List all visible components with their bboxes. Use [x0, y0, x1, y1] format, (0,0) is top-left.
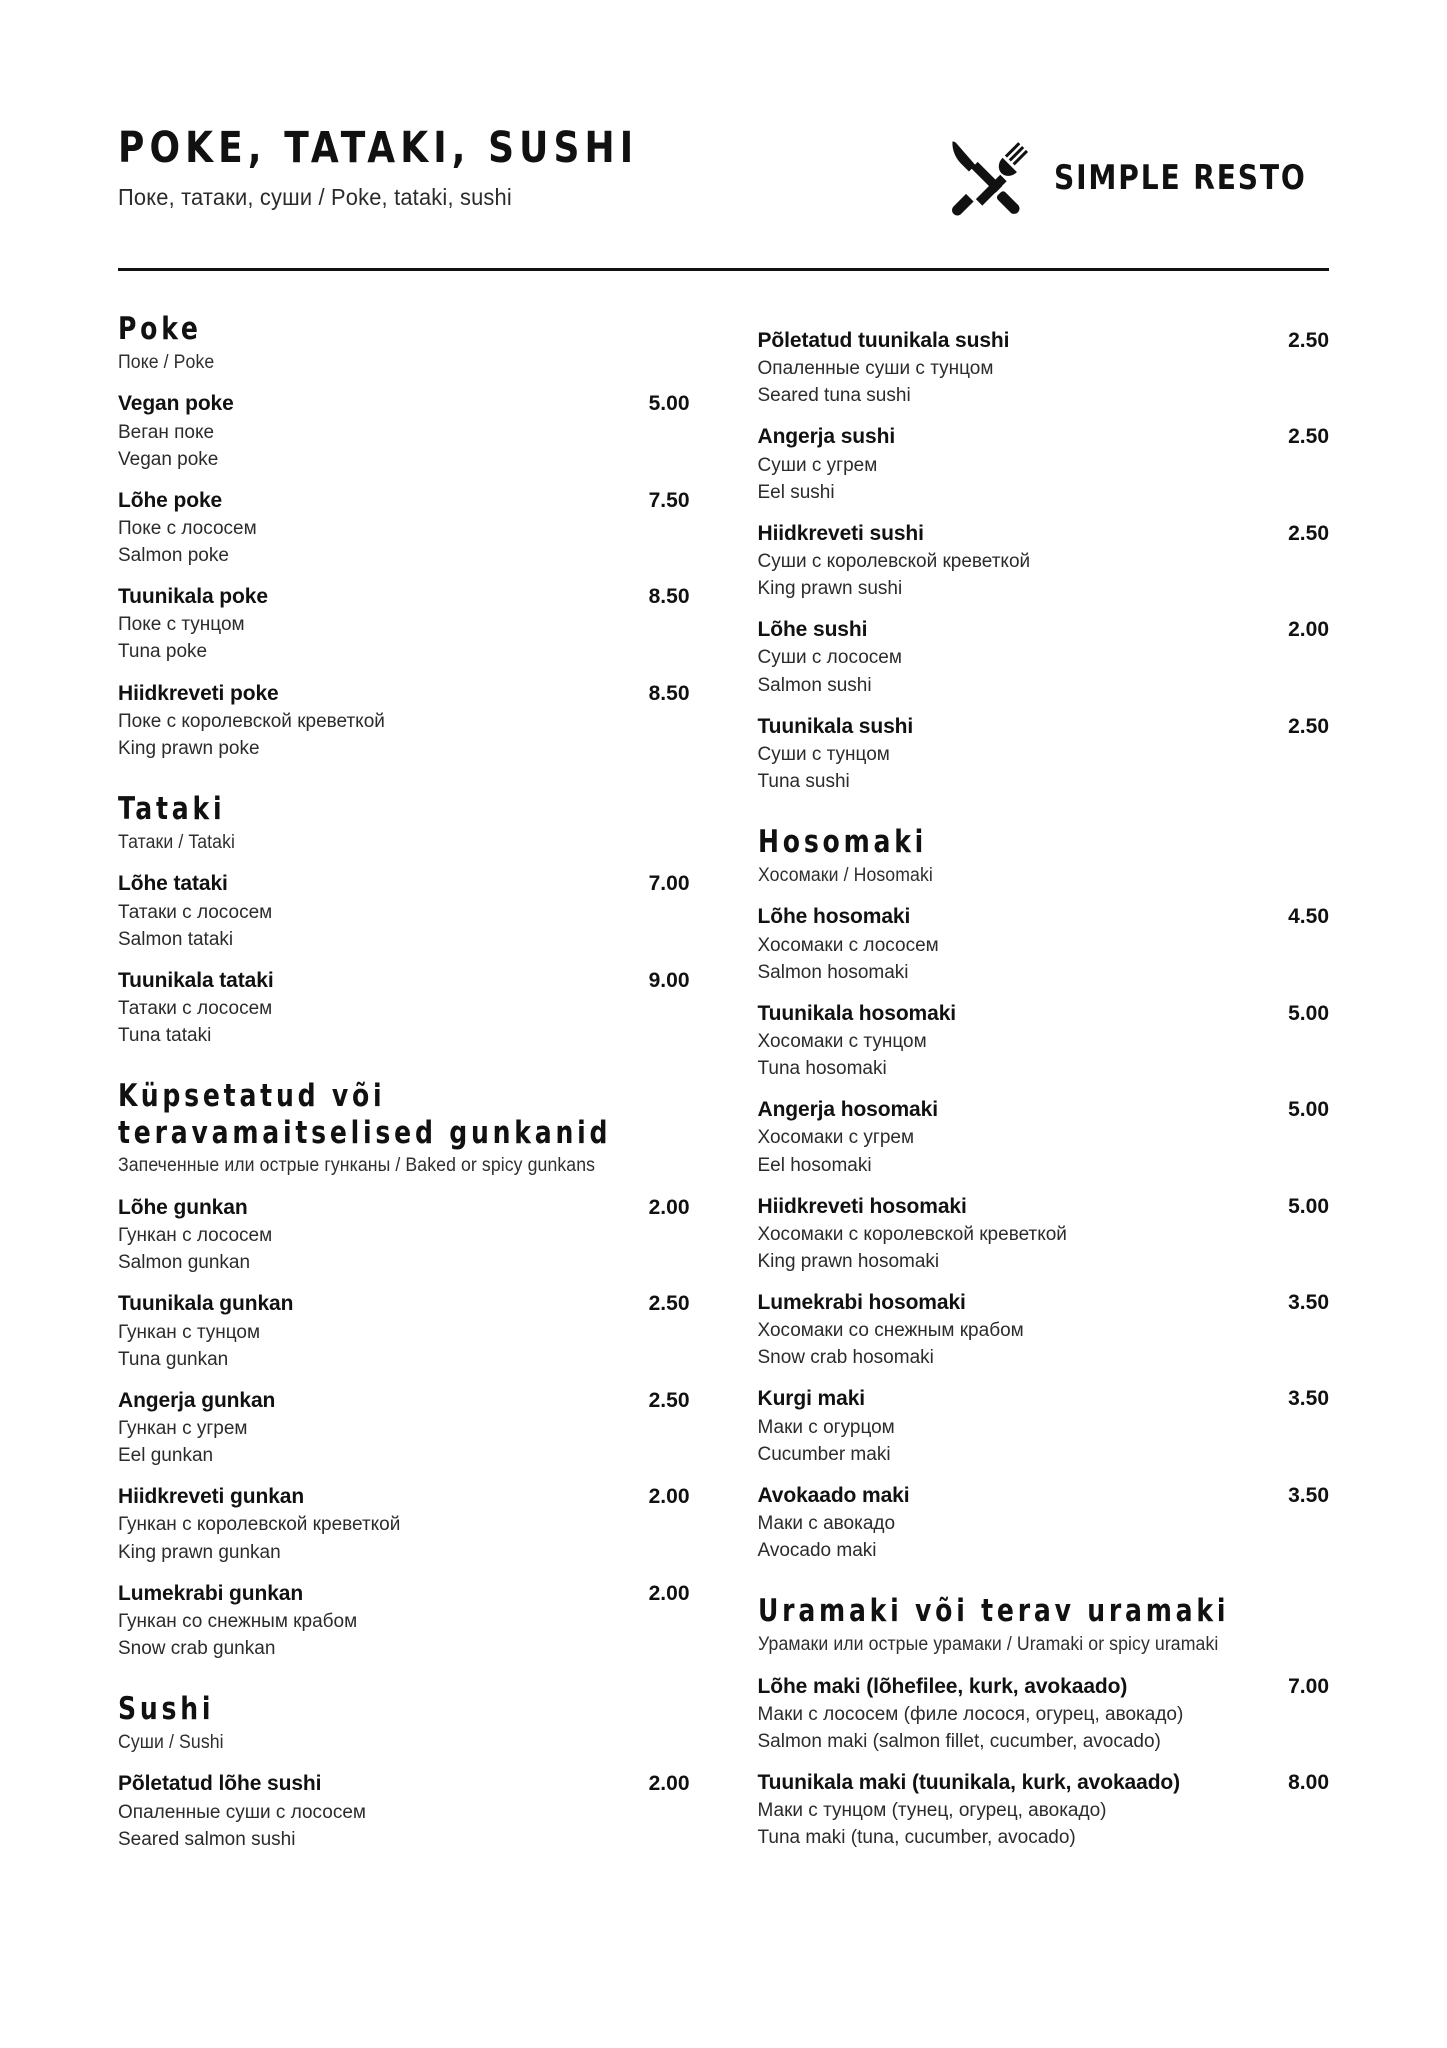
section-subtitle: Урамаки или острые урамаки / Uramaki or spicy uramaki: [757, 1633, 1218, 1655]
menu-item-price: 3.50: [1288, 1387, 1329, 1411]
menu-item-price: 5.00: [1288, 1194, 1329, 1218]
menu-item-description-en: Seared tuna sushi: [757, 385, 911, 407]
menu-item-description-en: Seared salmon sushi: [118, 1828, 296, 1850]
menu-item-list: [118, 391, 690, 761]
menu-item-head: [758, 1097, 1330, 1123]
menu-item-name: Põletatud lõhe sushi: [118, 1772, 322, 1796]
menu-item-price: 9.00: [648, 968, 690, 992]
menu-item-head: [118, 391, 690, 417]
section-subtitle: Запеченные или острые гунканы / Baked or spicy gunkans: [118, 1155, 596, 1177]
menu-item-price: 2.00: [648, 1772, 690, 1796]
menu-item-description-ru: Хосомаки с угрем: [757, 1127, 915, 1149]
page-header: [118, 118, 1329, 224]
menu-item: [758, 1001, 1330, 1081]
menu-item-description-en: King prawn gunkan: [118, 1541, 281, 1563]
menu-item: [758, 714, 1330, 794]
menu-item-description-ru: Веган поке: [118, 421, 215, 443]
menu-item: [758, 521, 1330, 601]
menu-item-description-en: Salmon maki (salmon fillet, cucumber, avocado): [757, 1730, 1161, 1752]
menu-item-head: [758, 1001, 1330, 1027]
menu-item-name: Vegan poke: [118, 392, 234, 416]
menu-item-description-en: Salmon poke: [118, 545, 229, 567]
menu-item-price: 5.00: [648, 392, 690, 416]
menu-item-price: 7.00: [648, 872, 690, 896]
menu-item-description-ru: Поке с лососем: [118, 517, 257, 539]
menu-item: [118, 1771, 690, 1851]
section-title: Uramaki või terav uramaki: [757, 1593, 1229, 1630]
menu-item-description-en: King prawn hosomaki: [757, 1250, 940, 1272]
menu-item: [758, 1097, 1330, 1177]
menu-item: [758, 1483, 1330, 1563]
menu-item: [118, 1291, 690, 1371]
menu-item-head: [758, 904, 1330, 930]
menu-section: [758, 824, 1330, 1563]
menu-item-description-en: Avocado maki: [757, 1540, 877, 1562]
menu-item-description-ru: Маки с тунцом (тунец, огурец, авокадо): [757, 1800, 1107, 1822]
menu-item-head: [118, 1581, 690, 1607]
menu-item-head: [118, 1195, 690, 1221]
menu-item: [118, 1195, 690, 1275]
menu-item-list: [758, 1674, 1330, 1851]
menu-item-name: Angerja hosomaki: [757, 1098, 938, 1122]
menu-section: [118, 1691, 690, 1852]
menu-item-head: [118, 488, 690, 514]
menu-item-price: 8.50: [648, 585, 690, 609]
menu-item-name: Tuunikala tataki: [118, 968, 274, 992]
menu-item-description-ru: Гункан со снежным крабом: [118, 1610, 358, 1632]
menu-item-description-ru: Хосомаки со снежным крабом: [757, 1320, 1024, 1342]
menu-item-head: [758, 714, 1330, 740]
menu-item-name: Angerja gunkan: [118, 1388, 276, 1412]
menu-item-description-ru: Маки с авокадо: [757, 1513, 896, 1535]
menu-item-name: Angerja sushi: [757, 425, 896, 449]
section-title: Poke: [118, 311, 202, 347]
menu-item-head: [758, 424, 1330, 450]
menu-item-description-ru: Гункан с королевской креветкой: [118, 1514, 401, 1536]
menu-item-description-ru: Хосомаки с лососем: [757, 934, 939, 956]
menu-item-name: Tuunikala sushi: [757, 714, 914, 738]
menu-item-list: [118, 1771, 690, 1851]
menu-section: [118, 311, 690, 761]
menu-item-head: [758, 1674, 1330, 1700]
menu-item-description-en: King prawn sushi: [757, 578, 903, 600]
section-title: Sushi: [118, 1691, 215, 1728]
menu-item: [118, 1388, 690, 1468]
menu-item: [118, 584, 690, 664]
menu-item-description-en: Eel sushi: [757, 481, 835, 503]
menu-item-price: 2.00: [648, 1196, 690, 1219]
menu-item: [118, 968, 690, 1048]
menu-item-name: Lõhe gunkan: [118, 1196, 248, 1219]
menu-item-description-ru: Хосомаки с королевской креветкой: [757, 1223, 1067, 1245]
menu-item: [758, 1386, 1330, 1466]
menu-item-name: Hiidkreveti sushi: [757, 521, 924, 545]
menu-item-price: 8.50: [648, 681, 690, 705]
menu-section: [758, 328, 1330, 794]
right-column: [758, 311, 1330, 1868]
menu-item: [118, 871, 690, 951]
menu-item-description-ru: Татаки с лососем: [118, 997, 273, 1019]
menu-item: [118, 391, 690, 471]
menu-item-head: [118, 1388, 690, 1414]
header-divider: [118, 268, 1329, 271]
menu-item-description-en: Salmon sushi: [757, 674, 872, 696]
page-subtitle: Поке, татаки, суши / Poke, tataki, sushi: [118, 184, 512, 211]
page-title: POKE, TATAKI, SUSHI: [118, 123, 639, 173]
menu-item-price: 2.50: [648, 1388, 690, 1412]
menu-item-head: [758, 1386, 1330, 1412]
menu-item-description-en: Tuna poke: [118, 641, 208, 663]
menu-item-description-en: Cucumber maki: [757, 1443, 891, 1465]
menu-item: [758, 424, 1330, 504]
menu-item-name: Tuunikala poke: [118, 585, 268, 609]
menu-item-description-ru: Суши с тунцом: [757, 743, 890, 765]
menu-item-description-ru: Суши с угрем: [757, 454, 878, 476]
menu-item-head: [118, 871, 690, 897]
menu-item-price: 2.00: [648, 1485, 690, 1509]
menu-item-description-ru: Суши с королевской креветкой: [757, 551, 1031, 573]
menu-item-head: [758, 1290, 1330, 1316]
menu-item: [758, 1674, 1330, 1754]
menu-item-name: Lõhe tataki: [118, 872, 228, 896]
menu-item-description-ru: Опаленные суши с лососем: [118, 1801, 366, 1823]
menu-item-description-en: Eel gunkan: [118, 1445, 214, 1467]
menu-section: [758, 1593, 1330, 1850]
menu-item-name: Hiidkreveti hosomaki: [757, 1194, 967, 1218]
menu-item-name: Lõhe poke: [118, 488, 223, 512]
menu-item-head: [758, 1194, 1330, 1220]
menu-item-head: [758, 328, 1330, 354]
menu-item: [758, 1770, 1330, 1850]
menu-item-price: 3.50: [1288, 1483, 1329, 1507]
section-title: Küpsetatud või teravamaitselised gunkanid: [118, 1078, 612, 1151]
menu-item-description-ru: Суши с лососем: [757, 647, 902, 669]
menu-item-description-en: Vegan poke: [118, 448, 219, 470]
section-subtitle: Хосомаки / Hosomaki: [757, 864, 933, 886]
left-column: [118, 311, 690, 1868]
menu-item-price: 5.00: [1288, 1098, 1329, 1122]
menu-item-head: [758, 617, 1330, 643]
menu-item-price: 3.50: [1288, 1290, 1329, 1314]
menu-item-name: Avokaado maki: [757, 1483, 910, 1507]
menu-item-description-ru: Гункан с лососем: [118, 1225, 273, 1247]
menu-item-price: 7.50: [648, 488, 690, 512]
menu-item-price: 2.50: [648, 1292, 690, 1316]
menu-item-name: Lumekrabi hosomaki: [757, 1290, 966, 1314]
menu-item-description-en: Salmon tataki: [118, 928, 234, 950]
menu-item-price: 2.00: [1288, 618, 1329, 642]
menu-item-price: 7.00: [1288, 1674, 1329, 1698]
menu-item-description-en: Snow crab hosomaki: [757, 1347, 934, 1369]
menu-item-description-en: Tuna gunkan: [118, 1348, 229, 1370]
menu-item-description-ru: Хосомаки с тунцом: [757, 1031, 927, 1053]
menu-item: [758, 617, 1330, 697]
menu-item-head: [118, 1771, 690, 1797]
menu-item-description-en: Tuna maki (tuna, cucumber, avocado): [757, 1827, 1076, 1849]
menu-item-name: Tuunikala hosomaki: [757, 1001, 957, 1025]
menu-item-description-ru: Гункан с угрем: [118, 1418, 248, 1440]
menu-item-name: Hiidkreveti poke: [118, 681, 279, 705]
menu-item: [118, 1484, 690, 1564]
menu-item-head: [758, 521, 1330, 547]
menu-item: [118, 1581, 690, 1661]
menu-item-head: [118, 1484, 690, 1510]
menu-item-description-en: Snow crab gunkan: [118, 1637, 276, 1659]
menu-item: [758, 328, 1330, 408]
section-subtitle: Татаки / Tataki: [118, 831, 236, 853]
menu-item-price: 5.00: [1288, 1001, 1329, 1025]
menu-item-list: [118, 871, 690, 1048]
menu-item-name: Lõhe sushi: [757, 618, 868, 642]
menu-item-head: [118, 1291, 690, 1317]
menu-item: [118, 488, 690, 568]
menu-item-description-ru: Маки с лососем (филе лосося, огурец, авокадо): [757, 1703, 1184, 1725]
menu-item-description-ru: Маки с огурцом: [757, 1416, 895, 1438]
menu-item-description-en: Eel hosomaki: [757, 1154, 872, 1176]
menu-item-name: Kurgi maki: [757, 1387, 866, 1411]
menu-item-head: [118, 681, 690, 707]
menu-item-list: [758, 328, 1330, 794]
menu-item-price: 2.50: [1288, 714, 1329, 738]
section-subtitle: Поке / Poke: [118, 351, 215, 373]
menu-section: [118, 1078, 690, 1661]
menu-item-description-en: Tuna hosomaki: [757, 1058, 887, 1080]
menu-item-name: Põletatud tuunikala sushi: [757, 329, 1010, 352]
menu-item-name: Lõhe maki (lõhefilee, kurk, avokaado): [757, 1674, 1128, 1698]
brand-name: SIMPLE RESTO: [1054, 158, 1308, 198]
title-block: [118, 118, 677, 211]
menu-item-name: Lumekrabi gunkan: [118, 1581, 304, 1605]
menu-item-description-ru: Татаки с лососем: [118, 901, 273, 923]
menu-item-name: Tuunikala maki (tuunikala, kurk, avokaado): [757, 1770, 1181, 1794]
menu-item-head: [758, 1770, 1330, 1796]
menu-item-description-en: Tuna tataki: [118, 1025, 212, 1047]
menu-section: [118, 791, 690, 1048]
menu-item-head: [758, 1483, 1330, 1509]
menu-item: [758, 1194, 1330, 1274]
menu-item: [118, 681, 690, 761]
section-title: Tataki: [118, 790, 226, 827]
menu-columns: [118, 311, 1329, 1868]
menu-item-description-en: King prawn poke: [118, 737, 260, 759]
crossed-knife-fork-icon: [940, 132, 1032, 224]
menu-item-price: 2.50: [1288, 521, 1329, 545]
menu-item-name: Hiidkreveti gunkan: [118, 1485, 305, 1509]
menu-item-name: Lõhe hosomaki: [757, 905, 911, 929]
menu-item-description-ru: Опаленные суши с тунцом: [757, 358, 994, 380]
menu-item-list: [758, 904, 1330, 1563]
menu-item-list: [118, 1195, 690, 1661]
brand-logo: [940, 118, 1329, 224]
menu-item-price: 2.50: [1288, 329, 1329, 352]
menu-item: [758, 1290, 1330, 1370]
section-subtitle: Суши / Sushi: [118, 1731, 224, 1753]
menu-item-description-ru: Поке с тунцом: [118, 614, 245, 636]
menu-item-head: [118, 584, 690, 610]
menu-item-name: Tuunikala gunkan: [118, 1292, 294, 1316]
menu-item-description-en: Salmon gunkan: [118, 1252, 251, 1274]
menu-item-head: [118, 968, 690, 994]
menu-item-description-en: Tuna sushi: [757, 770, 850, 792]
menu-item-description-ru: Поке с королевской креветкой: [118, 710, 385, 732]
menu-item-description-en: Salmon hosomaki: [757, 961, 909, 983]
menu-item-price: 2.00: [648, 1581, 690, 1605]
section-title: Hosomaki: [757, 824, 927, 861]
menu-item-price: 8.00: [1288, 1770, 1329, 1794]
menu-item-price: 2.50: [1288, 425, 1329, 449]
menu-item-price: 4.50: [1288, 905, 1329, 929]
menu-item: [758, 904, 1330, 984]
menu-item-description-ru: Гункан с тунцом: [118, 1321, 261, 1343]
